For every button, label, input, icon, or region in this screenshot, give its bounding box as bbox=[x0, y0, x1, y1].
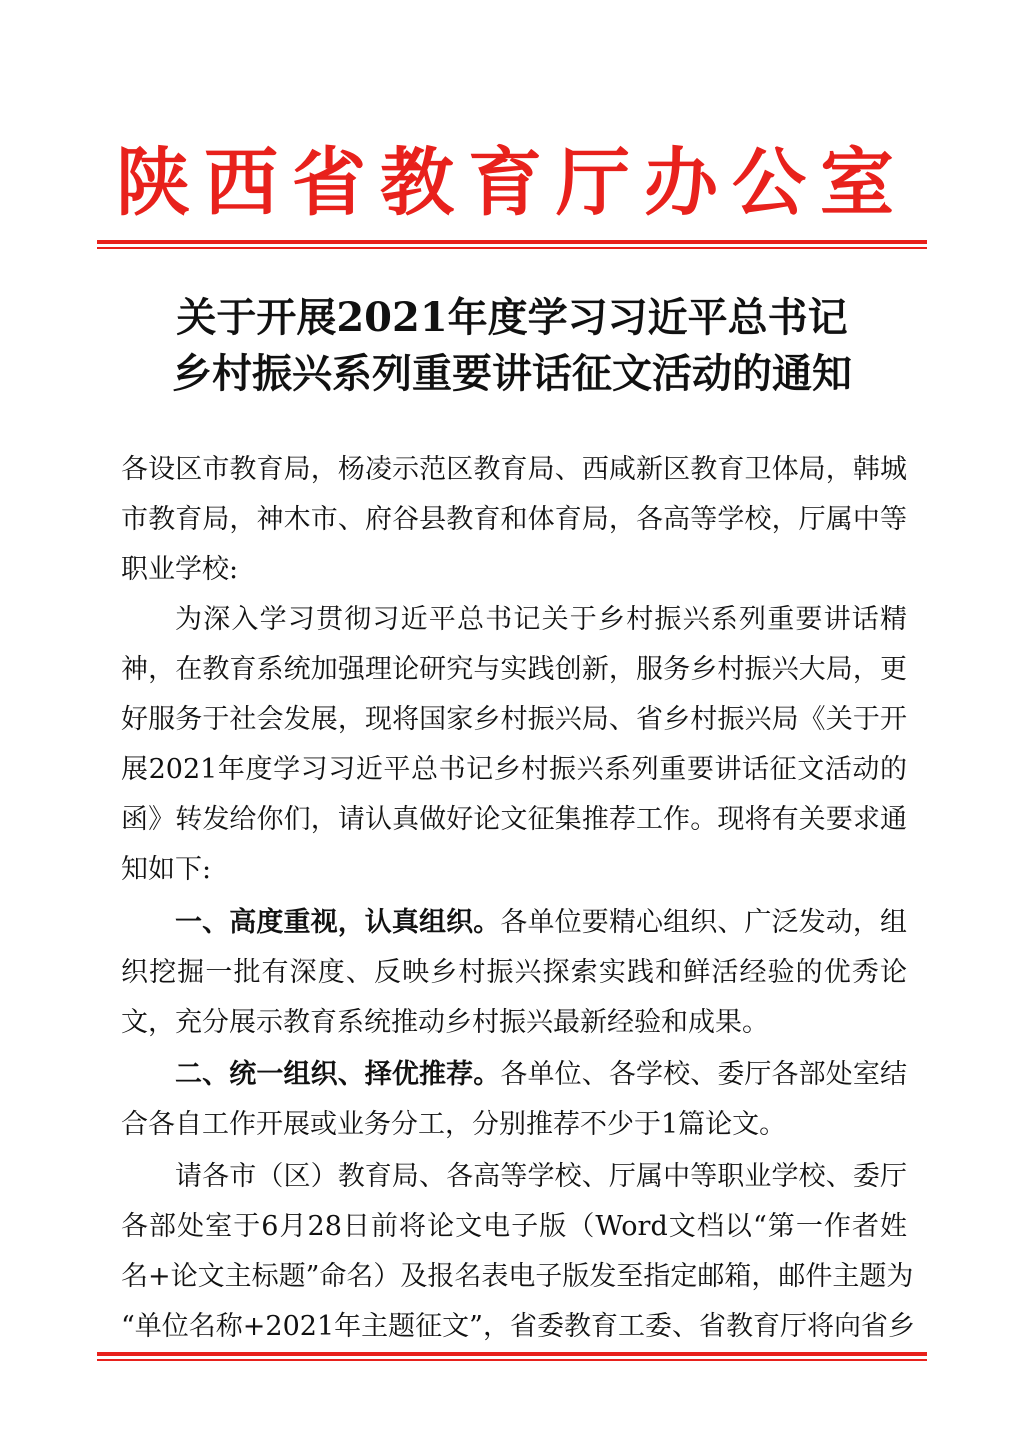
item-1-first-line bbox=[175, 903, 907, 943]
paragraph-line: 各部处室于6月28日前将论文电子版（Word文档以“第一作者姓 bbox=[121, 1211, 907, 1242]
item-2-first-line bbox=[175, 1055, 907, 1095]
paragraph-line: 函》转发给你们，请认真做好论文征集推荐工作。现将有关要求通 bbox=[121, 804, 907, 835]
paragraph-line: 神，在教育系统加强理论研究与实践创新，服务乡村振兴大局，更 bbox=[121, 654, 907, 685]
paragraph-line: 展2021年度学习习近平总书记乡村振兴系列重要讲话征文活动的 bbox=[121, 754, 907, 785]
item-1-heading: 一、高度重视，认真组织。 bbox=[175, 907, 501, 938]
item-1-text: 各单位要精心组织、广泛发动，组 bbox=[500, 907, 908, 938]
paragraph-line: 合各自工作开展或业务分工，分别推荐不少于1篇论文。 bbox=[121, 1109, 787, 1140]
paragraph-line: 好服务于社会发展，现将国家乡村振兴局、省乡村振兴局《关于开 bbox=[121, 704, 907, 735]
paragraph-line: 请各市（区）教育局、各高等学校、厅属中等职业学校、委厅 bbox=[175, 1161, 907, 1192]
paragraph-line: 知如下: bbox=[121, 854, 212, 885]
paragraph-line: “单位名称+2021年主题征文”，省委教育工委、省教育厅将向省乡 bbox=[121, 1311, 915, 1342]
document-title-line-2: 乡村振兴系列重要讲话征文活动的通知 bbox=[172, 350, 852, 397]
paragraph-line: 为深入学习贯彻习近平总书记关于乡村振兴系列重要讲话精 bbox=[175, 604, 907, 635]
addressee-line: 职业学校: bbox=[121, 554, 239, 585]
paragraph-line: 织挖掘一批有深度、反映乡村振兴探索实践和鲜活经验的优秀论 bbox=[121, 957, 907, 988]
item-2-heading: 二、统一组织、择优推荐。 bbox=[175, 1059, 501, 1090]
letterhead-org-name: 陕西省教育厅办公室 bbox=[116, 140, 908, 226]
paragraph-line: 名+论文主标题”命名）及报名表电子版发至指定邮箱，邮件主题为 bbox=[121, 1261, 914, 1292]
item-2-text: 各单位、各学校、委厅各部处室结 bbox=[500, 1059, 908, 1090]
document-title-line-1: 关于开展2021年度学习习近平总书记 bbox=[176, 294, 848, 341]
paragraph-line: 文，充分展示教育系统推动乡村振兴最新经验和成果。 bbox=[121, 1007, 769, 1038]
addressee-line: 市教育局，神木市、府谷县教育和体育局，各高等学校，厅属中等 bbox=[121, 504, 907, 535]
addressee-line: 各设区市教育局，杨凌示范区教育局、西咸新区教育卫体局，韩城 bbox=[121, 454, 907, 485]
